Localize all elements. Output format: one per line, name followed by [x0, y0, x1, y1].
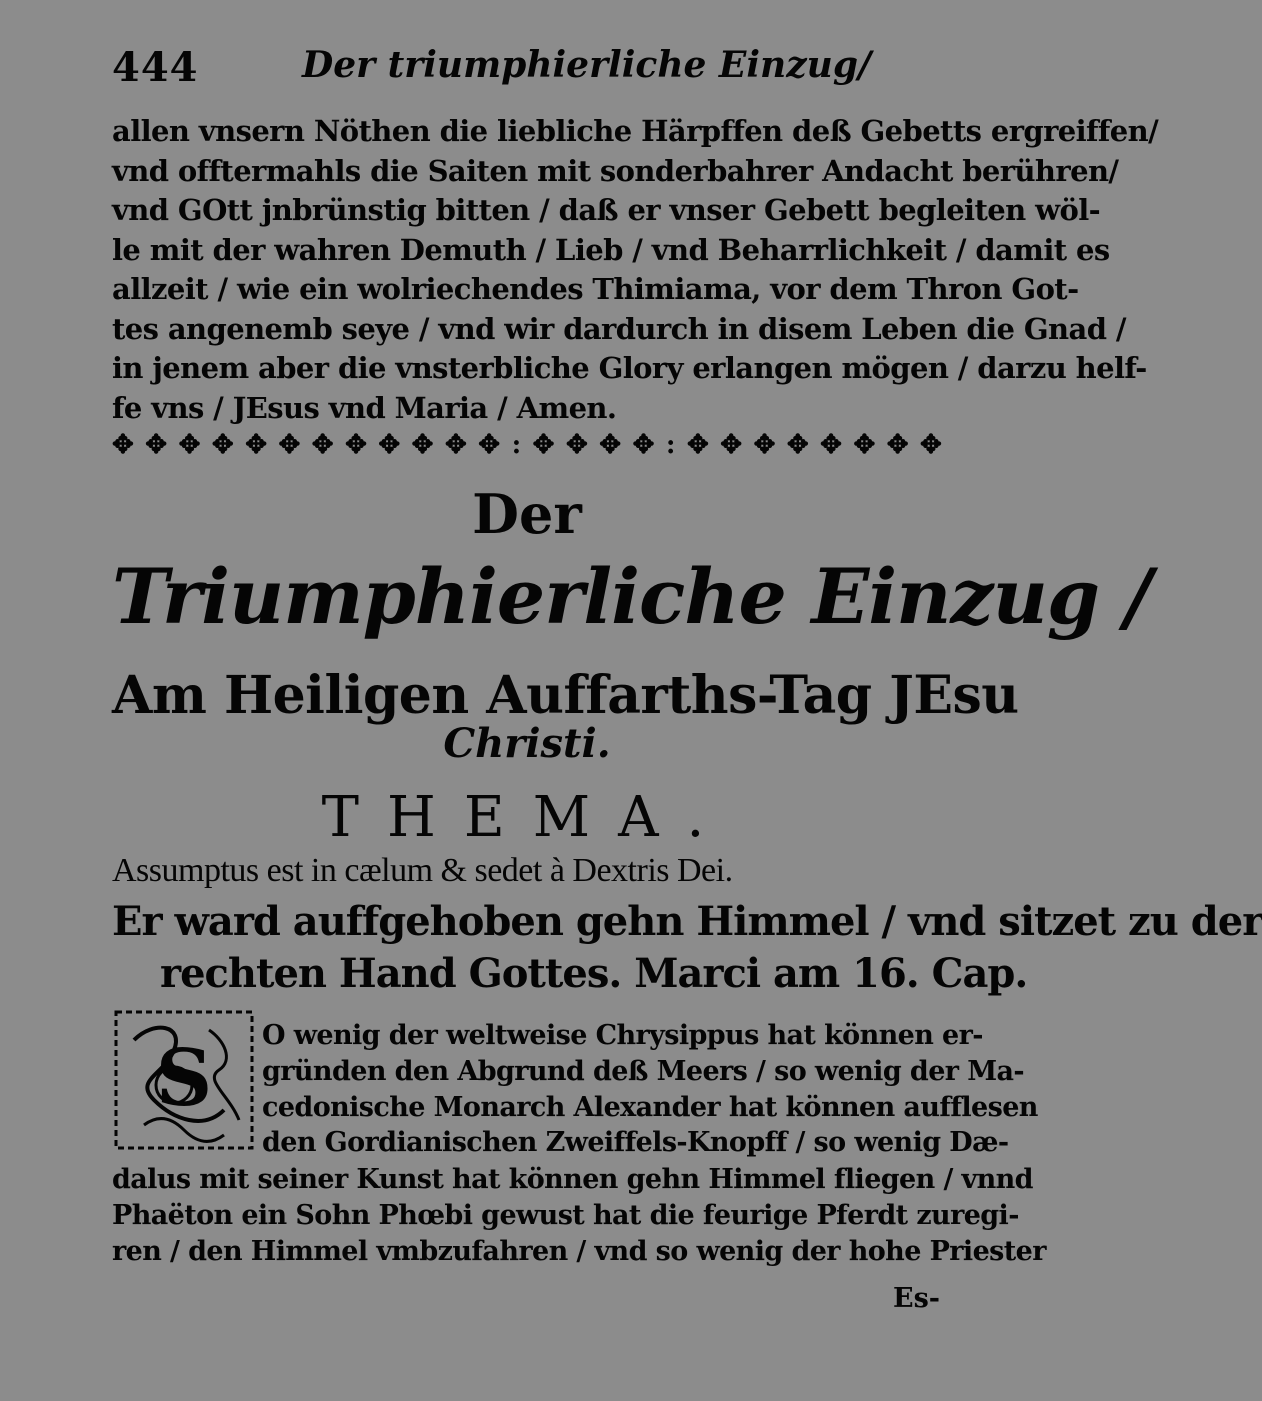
- text-line: O wenig der weltweise Chrysippus hat können er-: [262, 1020, 983, 1051]
- decorated-initial: [114, 1010, 254, 1150]
- ornament-glyph-icon: ✥: [278, 430, 301, 460]
- initial-letter: S: [155, 1033, 213, 1124]
- ornament-glyph-icon: ✥: [311, 430, 334, 460]
- sermon-opening-indented: [262, 1018, 1038, 1161]
- ornament-glyph-icon: ✥: [532, 430, 555, 460]
- text-line: cedonische Monarch Alexander hat können aufflesen: [262, 1091, 1038, 1123]
- decorated-initial-icon: [114, 1010, 254, 1150]
- ornament-glyph-icon: ✥: [444, 430, 467, 460]
- previous-sermon-ending: [112, 112, 1159, 428]
- sermon-subtitle-line2: Christi.: [443, 720, 611, 767]
- ornament-glyph-icon: ✥: [211, 430, 234, 460]
- text-line: ren / den Himmel vmbzufahren / vnd so wenig der hohe Priester: [112, 1235, 1046, 1267]
- running-title: Der triumphierliche Einzug/: [302, 44, 872, 86]
- ornament-glyph-icon: ✥: [145, 430, 168, 460]
- page-number: 444: [112, 44, 199, 91]
- ornament-glyph-icon: ✥: [753, 430, 776, 460]
- text-line: allen vnsern Nöthen die liebliche Härpffen deß Gebetts ergreiffen/: [112, 114, 1159, 148]
- ornament-glyph-icon: ✥: [886, 430, 909, 460]
- text-line: allzeit / wie ein wolriechendes Thimiama, vor dem Thron Got-: [112, 272, 1079, 306]
- text-line: den Gordianischen Zweiffels-Knopff / so wenig Dæ-: [262, 1127, 1009, 1159]
- thema-heading: THEMA.: [321, 785, 733, 850]
- sermon-title: Triumphierliche Einzug /: [112, 552, 1152, 641]
- ornament-glyph-icon: ✥: [245, 430, 267, 460]
- ornament-glyph-icon: ✥: [853, 430, 876, 460]
- ornament-glyph-icon: ✥: [112, 430, 134, 460]
- ornament-glyph-icon: ✥: [565, 430, 588, 460]
- german-scripture-line2: rechten Hand Gottes. Marci am 16. Cap.: [160, 950, 1028, 997]
- ornament-glyph-icon: ✥: [478, 430, 501, 460]
- ornament-glyph-icon: ✥: [411, 430, 434, 460]
- decorative-ornament-band: [112, 428, 942, 462]
- ornament-glyph-icon: ✥: [820, 430, 842, 460]
- sermon-opening-full: [112, 1162, 1046, 1269]
- text-line: le mit der wahren Demuth / Lieb / vnd Beharrlichkeit / damit es: [112, 232, 1110, 267]
- ornament-glyph-icon: ✥: [378, 430, 401, 460]
- ornament-separator: :: [511, 430, 522, 460]
- catchword: Es-: [893, 1283, 940, 1314]
- text-line: gründen den Abgrund deß Meers / so wenig der Ma-: [262, 1055, 1024, 1087]
- ornament-glyph-icon: ✥: [599, 430, 622, 460]
- page-header: [112, 40, 942, 100]
- ornament-glyph-icon: ✥: [178, 430, 201, 460]
- text-line: Phaëton ein Sohn Phœbi gewust hat die feurige Pferdt zuregi-: [112, 1199, 1019, 1231]
- sermon-title-article: Der: [472, 482, 582, 546]
- german-scripture-line1: Er ward auffgehoben gehn Himmel / vnd sitzet zu der: [112, 898, 1262, 945]
- ornament-separator: :: [665, 430, 676, 460]
- text-line: vnd GOtt jnbrünstig bitten / daß er vnser Gebett begleiten wöl-: [112, 193, 1101, 227]
- sermon-subtitle-line1: Am Heiligen Auffarths-Tag JEsu: [112, 665, 1019, 726]
- ornament-glyph-icon: ✥: [720, 430, 743, 460]
- latin-scripture-quote: Assumptus est in cælum & sedet à Dextris Dei.: [112, 852, 733, 889]
- ornament-glyph-icon: ✥: [686, 430, 709, 460]
- text-line: tes angenemb seye / vnd wir dardurch in disem Leben die Gnad /: [112, 311, 1126, 346]
- text-line: in jenem aber die vnsterbliche Glory erlangen mögen / darzu helf-: [112, 351, 1147, 385]
- text-line: fe vns / JEsus vnd Maria / Amen.: [112, 390, 617, 425]
- ornament-glyph-icon: ✥: [632, 430, 655, 460]
- text-line: dalus mit seiner Kunst hat können gehn Himmel fliegen / vnnd: [112, 1164, 1033, 1195]
- ornament-glyph-icon: ✥: [345, 430, 367, 460]
- ornament-glyph-icon: ✥: [786, 430, 809, 460]
- ornament-glyph-icon: ✥: [920, 430, 942, 460]
- text-line: vnd offtermahls die Saiten mit sonderbahrer Andacht berühren/: [112, 153, 1119, 188]
